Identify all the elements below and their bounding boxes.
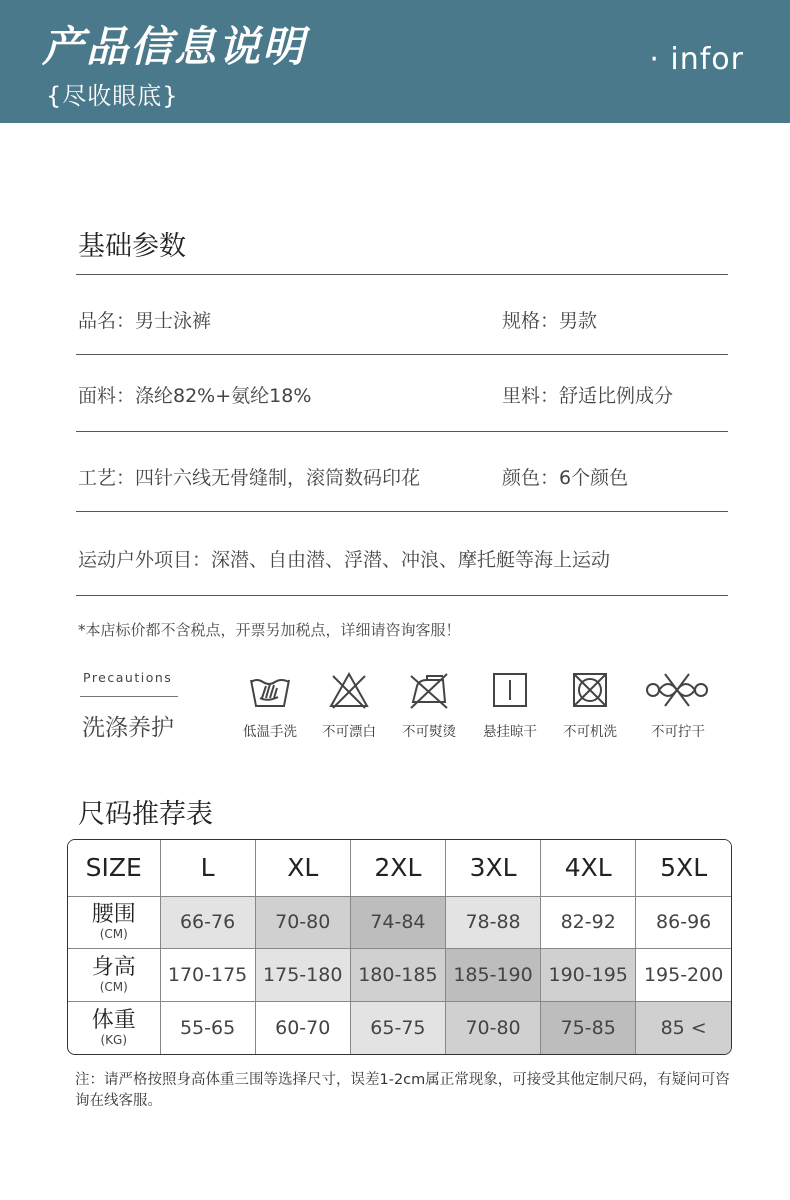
size-cell: 78-88: [445, 896, 540, 949]
size-header-cell: SIZE: [68, 840, 160, 896]
size-cell: 86-96: [636, 896, 731, 949]
param-fabric: 面料：涤纶82%+氨纶18%: [78, 385, 312, 407]
row-label-text: 体重: [91, 1008, 136, 1034]
size-cell: 195-200: [636, 949, 731, 1002]
care-label: 不可机洗: [563, 724, 617, 740]
header-right-label: · infor: [649, 42, 744, 77]
size-header-cell: 2XL: [350, 840, 445, 896]
param-sports: 运动户外项目：深潜、自由潜、浮潜、冲浪、摩托艇等海上运动: [78, 549, 611, 571]
divider: [76, 354, 728, 355]
page-title: 产品信息说明: [42, 22, 307, 71]
basic-params-heading: 基础参数: [78, 231, 186, 262]
size-cell: 70-80: [255, 896, 350, 949]
size-cell: 185-190: [445, 949, 540, 1002]
divider: [76, 595, 728, 596]
size-cell: 66-76: [160, 896, 255, 949]
divider: [76, 274, 728, 275]
size-header-cell: XL: [255, 840, 350, 896]
size-header-cell: L: [160, 840, 255, 896]
care-label: 不可漂白: [322, 724, 376, 740]
size-header-cell: 4XL: [541, 840, 636, 896]
size-chart-heading: 尺码推荐表: [78, 799, 213, 830]
size-cell: 60-70: [255, 1002, 350, 1054]
no-machine-wash-icon: [566, 668, 614, 712]
param-color: 颜色：6个颜色: [502, 467, 629, 489]
row-label-text: 身高: [91, 955, 136, 981]
care-label: 悬挂晾干: [483, 724, 537, 740]
care-label: 不可熨烫: [402, 724, 456, 740]
size-cell: 65-75: [350, 1002, 445, 1054]
size-cell: 74-84: [350, 896, 445, 949]
no-iron-icon: [405, 668, 453, 712]
row-label: [68, 949, 160, 1002]
no-wring-icon: [644, 668, 710, 712]
page-subtitle: {尽收眼底}: [46, 82, 179, 110]
care-label: 低温手洗: [243, 724, 297, 740]
size-cell: 55-65: [160, 1002, 255, 1054]
size-cell: 190-195: [541, 949, 636, 1002]
row-label-unit: (CM): [99, 980, 128, 995]
size-cell: 180-185: [350, 949, 445, 1002]
param-lining: 里料：舒适比例成分: [502, 385, 674, 407]
size-cell: 82-92: [541, 896, 636, 949]
header-banner: [0, 0, 790, 123]
size-footnote: 注：请严格按照身高体重三围等选择尺寸，误差1-2cm属正常现象，可接受其他定制尺码，有疑问可咨询在线客服。: [75, 1072, 730, 1109]
size-header-cell: 5XL: [636, 840, 731, 896]
size-cell: 175-180: [255, 949, 350, 1002]
care-subheading: Precautions: [83, 670, 173, 685]
size-row-height: [68, 949, 731, 1002]
param-spec: 规格：男款: [502, 310, 598, 332]
param-craft: 工艺：四针六线无骨缝制，滚筒数码印花: [78, 467, 421, 489]
size-cell: 70-80: [445, 1002, 540, 1054]
size-cell: 85 <: [636, 1002, 731, 1054]
care-divider: [80, 696, 178, 697]
tax-note: *本店标价都不含税点，开票另加税点，详细请咨询客服！: [78, 621, 461, 639]
row-label: [68, 1002, 160, 1054]
size-header-cell: 3XL: [445, 840, 540, 896]
param-product-name: 品名：男士泳裤: [78, 310, 212, 332]
row-label-unit: (CM): [99, 927, 128, 942]
row-label-unit: (KG): [100, 1033, 128, 1048]
size-cell: 170-175: [160, 949, 255, 1002]
no-bleach-icon: [325, 668, 373, 712]
row-label-text: 腰围: [91, 902, 136, 928]
size-cell: 75-85: [541, 1002, 636, 1054]
divider: [76, 511, 728, 512]
hand-wash-icon: [246, 668, 294, 712]
care-label: 不可拧干: [651, 724, 705, 740]
size-header-row: [68, 840, 731, 896]
size-row-waist: [68, 896, 731, 949]
row-label: [68, 896, 160, 949]
hang-dry-icon: [486, 668, 534, 712]
divider: [76, 431, 728, 432]
care-heading: 洗涤养护: [82, 715, 174, 741]
size-table: [67, 839, 732, 1055]
size-row-weight: [68, 1002, 731, 1054]
